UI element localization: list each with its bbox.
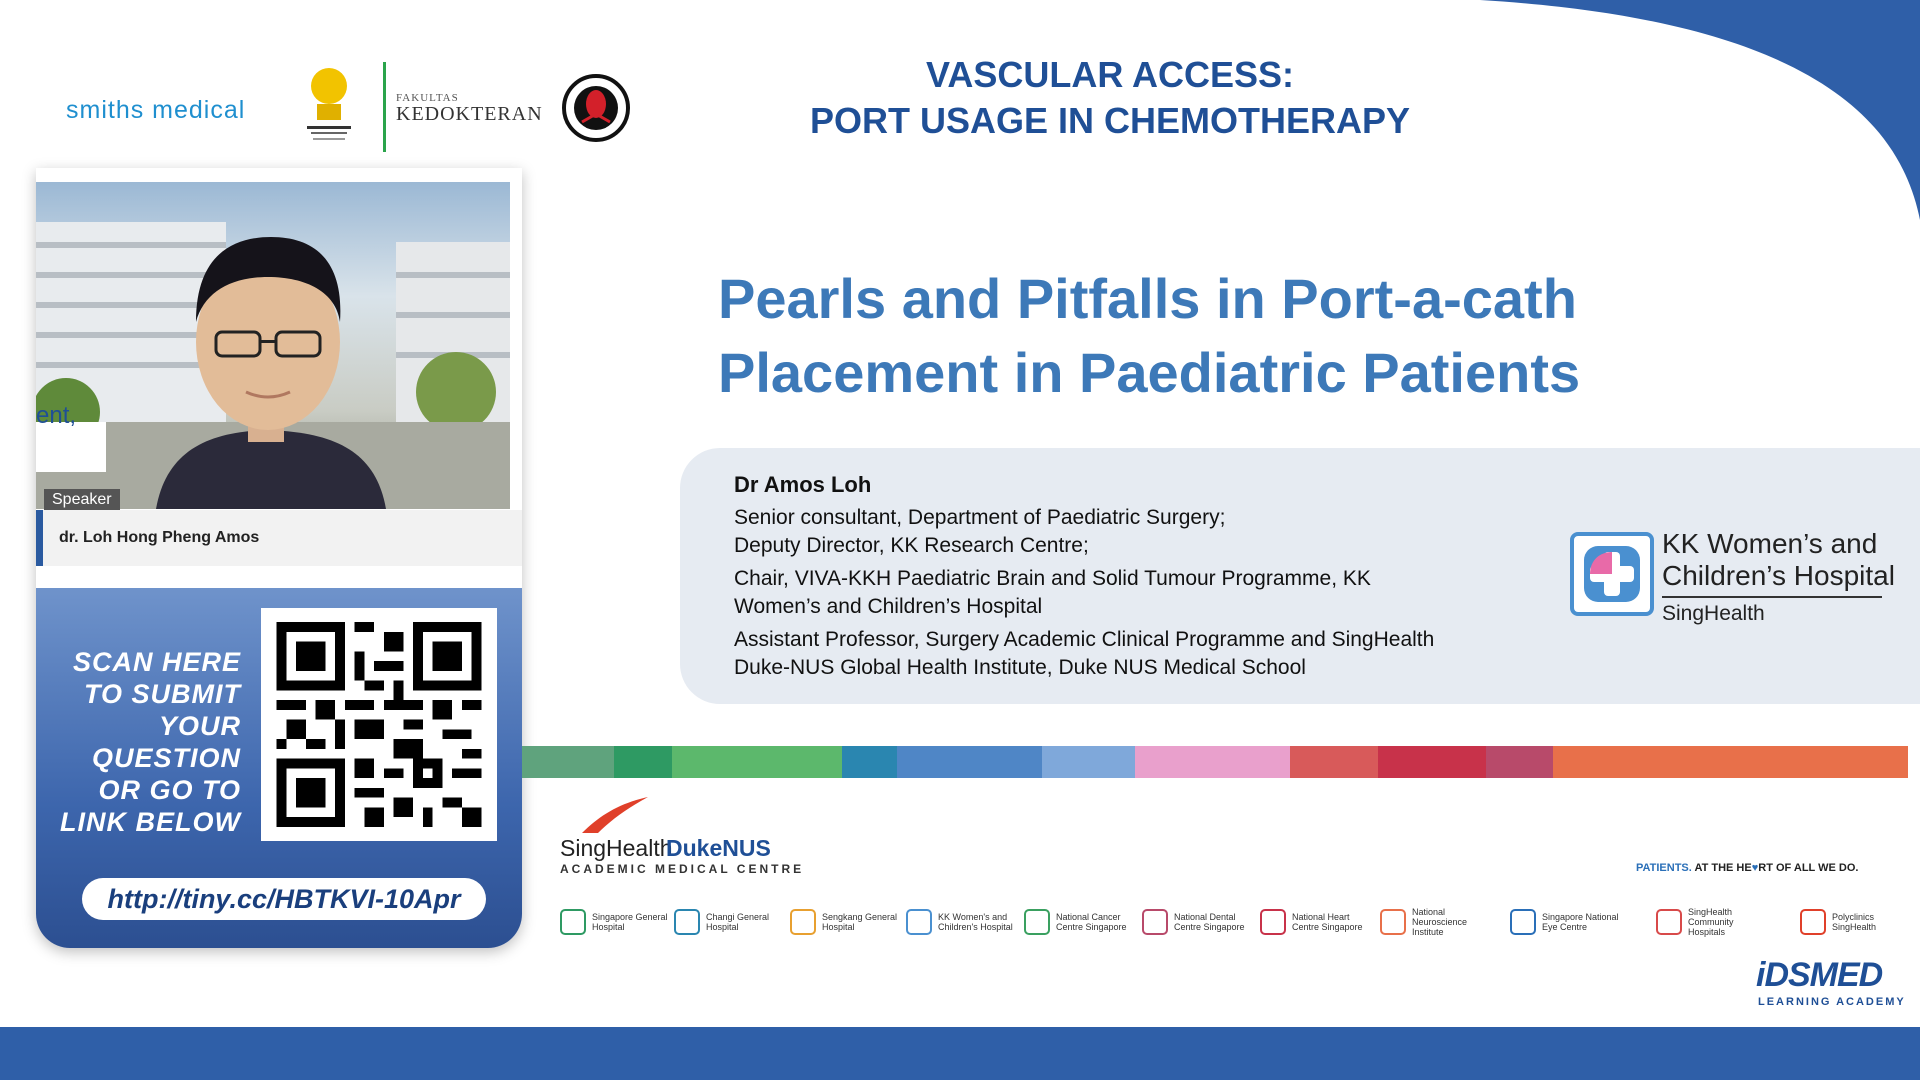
scan-line-3: YOUR	[158, 711, 241, 741]
institution-label: National Heart Centre Singapore	[1292, 912, 1363, 932]
singhealth-swoosh-icon	[580, 795, 650, 835]
institution-logo	[790, 905, 902, 939]
stripe-segment	[1290, 746, 1378, 778]
kedokteran-label: KEDOKTERAN	[396, 103, 543, 125]
institution-icon	[1380, 909, 1406, 935]
idsmed-logo: iDSMED	[1756, 956, 1883, 994]
institution-icon	[790, 909, 816, 935]
heart-icon: ♥	[1751, 862, 1759, 874]
talk-title-line1: Pearls and Pitfalls in Port-a-cath	[718, 267, 1577, 330]
bio-line-5: Assistant Professor, Surgery Academic Clinical Programme and SingHealth	[734, 628, 1435, 651]
speaker-video	[36, 182, 510, 509]
institution-label: Changi General Hospital	[706, 912, 770, 932]
institution-logo	[674, 905, 786, 939]
idsmed-learning-academy-label: LEARNING ACADEMY	[1758, 996, 1906, 1008]
institution-label: KK Women's and Children's Hospital	[938, 912, 1013, 932]
bio-line-2: Deputy Director, KK Research Centre;	[734, 534, 1089, 557]
stripe-segment	[1553, 746, 1908, 778]
tagline-part-b: AT THE HE	[1691, 862, 1752, 874]
kk-singhealth-label: SingHealth	[1662, 602, 1765, 625]
scan-line-1: SCAN HERE	[72, 647, 241, 677]
kk-name-line1: KK Women’s and	[1662, 528, 1878, 559]
institution-logo	[560, 905, 672, 939]
institution-icon	[1260, 909, 1286, 935]
bio-line-6: Duke-NUS Global Health Institute, Duke NUS Medical School	[734, 656, 1306, 679]
speaker-card	[36, 168, 522, 948]
institution-logo	[1260, 905, 1372, 939]
institution-label: Sengkang General Hospital	[822, 912, 898, 932]
kk-hospital-logo-icon	[1570, 532, 1654, 616]
kk-name-line2: Children’s Hospital	[1662, 560, 1895, 591]
institution-label: SingHealth Community Hospitals	[1688, 907, 1734, 937]
institution-icon	[906, 909, 932, 935]
institution-label: National Cancer Centre Singapore	[1056, 912, 1127, 932]
academic-medical-centre-label: ACADEMIC MEDICAL CENTRE	[560, 862, 805, 876]
fakultas-label: FAKULTAS	[396, 92, 459, 104]
dukenus-logo-text: DukeNUS	[666, 835, 771, 861]
kk-hospital-name	[1662, 528, 1895, 592]
singhealth-logo-text: SingHealth	[560, 835, 673, 861]
stripe-segment	[1042, 746, 1135, 778]
institution-icon	[1142, 909, 1168, 935]
kk-divider	[1662, 596, 1882, 598]
qr-code[interactable]	[261, 608, 497, 841]
institution-label: Singapore National Eye Centre	[1542, 912, 1619, 932]
tagline	[1636, 862, 1858, 874]
stripe-segment	[842, 746, 897, 778]
speaker-badge: Speaker	[44, 489, 120, 510]
institution-icon	[1510, 909, 1536, 935]
institution-label: National Dental Centre Singapore	[1174, 912, 1245, 932]
institution-logo	[1656, 905, 1768, 939]
universitas-indonesia-crest-icon	[303, 64, 355, 150]
speaker-name-bar	[36, 510, 522, 566]
talk-title	[718, 262, 1718, 410]
institution-icon	[560, 909, 586, 935]
stripe-segment	[672, 746, 842, 778]
institution-logo	[1024, 905, 1136, 939]
institution-logo	[1380, 905, 1492, 939]
talk-title-line2: Placement in Paediatric Patients	[718, 341, 1581, 404]
scan-line-5: OR GO TO	[98, 775, 241, 805]
question-url-link[interactable]: http://tiny.cc/HBTKVI-10Apr	[82, 878, 486, 920]
bottom-band-decoration	[0, 1027, 1920, 1080]
smiths-medical-logo: smiths medical	[66, 96, 246, 124]
video-background-text: ent,	[36, 402, 77, 429]
question-panel	[36, 588, 522, 948]
bio-line-4: Women’s and Children’s Hospital	[734, 595, 1043, 618]
scan-line-2: TO SUBMIT	[84, 679, 241, 709]
speaker-name: dr. Loh Hong Pheng Amos	[59, 529, 260, 546]
institution-icon	[1656, 909, 1682, 935]
association-seal-icon	[562, 64, 630, 152]
institution-logo	[1800, 905, 1878, 939]
top-right-curve-decoration	[1480, 0, 1920, 220]
event-title-line2: PORT USAGE IN CHEMOTHERAPY	[809, 100, 1411, 141]
stripe-segment	[897, 746, 1042, 778]
institution-icon	[1024, 909, 1050, 935]
event-title-line1: VASCULAR ACCESS:	[925, 54, 1294, 95]
qr-code-icon	[261, 608, 497, 841]
bio-line-1: Senior consultant, Department of Paediatric Surgery;	[734, 506, 1226, 529]
stripe-segment	[1378, 746, 1486, 778]
stripe-segment	[614, 746, 672, 778]
institution-label: National Neuroscience Institute	[1412, 907, 1468, 937]
stripe-segment	[1486, 746, 1553, 778]
institution-icon	[674, 909, 700, 935]
bio-line-3: Chair, VIVA-KKH Paediatric Brain and Solid Tumour Programme, KK	[734, 567, 1371, 590]
institution-logo	[1142, 905, 1254, 939]
speaker-video-illustration	[36, 182, 510, 509]
stripe-segment	[522, 746, 614, 778]
stripe-segment	[1135, 746, 1290, 778]
scan-line-6: LINK BELOW	[60, 807, 241, 837]
institution-logo	[906, 905, 1018, 939]
institution-logo	[1510, 905, 1622, 939]
color-stripe	[522, 746, 1908, 778]
event-title	[770, 52, 1450, 144]
institution-logo-row	[560, 905, 1880, 939]
institution-icon	[1800, 909, 1826, 935]
institution-label: Singapore General Hospital	[592, 912, 668, 932]
scan-line-4: QUESTION	[91, 743, 241, 773]
bio-name: Dr Amos Loh	[734, 472, 872, 497]
institution-label: Polyclinics SingHealth	[1832, 912, 1877, 932]
tagline-part-c: RT OF ALL WE DO.	[1758, 862, 1859, 874]
sponsor-divider	[383, 62, 386, 152]
tagline-part-a: PATIENTS.	[1636, 862, 1692, 874]
